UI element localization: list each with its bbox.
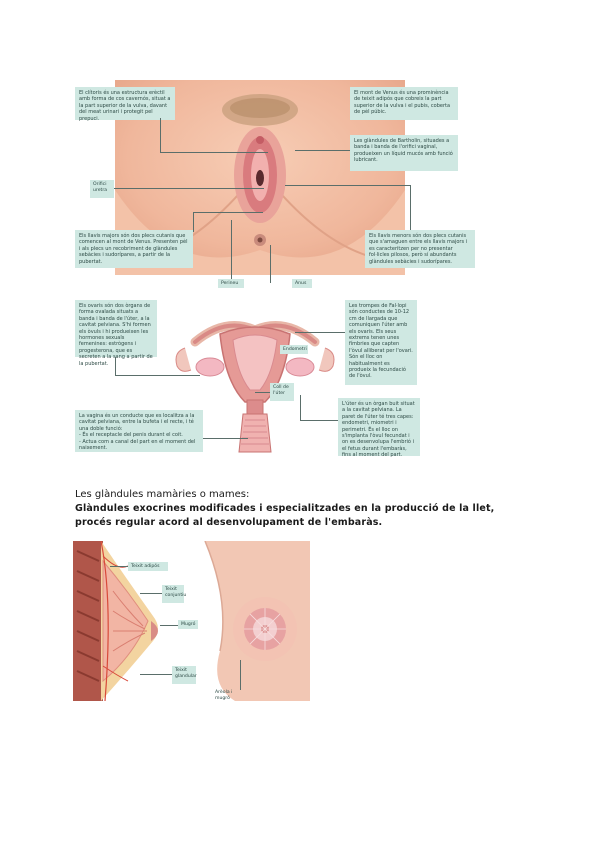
- label-teixit-glandular: [172, 666, 196, 684]
- label-cervix: [270, 383, 294, 401]
- callout-llavis-menors: [365, 230, 475, 268]
- callout-trompes: [345, 300, 417, 385]
- leader-line: [240, 660, 241, 690]
- section-body: Glàndules exocrines modificades i especialitzades en la producció de la llet, procés regular acord al desenvolupament de l'embaràs.: [75, 503, 495, 528]
- leader-line: [255, 392, 270, 393]
- leader-line: [115, 375, 200, 376]
- callout-ovaris-text: Els ovaris són dos òrgans de forma ovalada situats a banda i banda de l'úter, a la cavitat pelviana. S'hi formen els òvuls i hi produeixen les hormones sexuals femenines: estrògens i progesterona, que es secreten a la sang a partir de la pubertat.: [79, 303, 153, 367]
- leader-line: [410, 185, 411, 230]
- leader-line: [300, 420, 338, 421]
- label-teixit-glandular-text: Teixit glandular: [175, 668, 197, 679]
- callout-uter: [338, 398, 420, 459]
- callout-uter-text: L'úter és un òrgan buit situat a la cavitat pelviana. La paret de l'úter té tres capes: endometri, miometri i perimetri. És el lloc on s'implanta l'òvul fecundat i on es desenvolupa l'embrió i el fetus durant l'embaràs, fins al moment del part.: [342, 401, 415, 459]
- leader-line: [285, 185, 410, 186]
- label-mugro-text: Mugró: [181, 622, 196, 627]
- label-orifici-uretra-text: Orifici uretra: [93, 182, 108, 193]
- leader-line: [300, 395, 301, 420]
- leader-line: [193, 212, 194, 232]
- callout-vagina-item: - És el receptacle del penis durant el coit.: [79, 432, 183, 439]
- label-teixit-conjuntiu-text: Teixit conjuntiu: [165, 587, 187, 598]
- label-anus-text: Anus: [295, 281, 307, 286]
- callout-llavis-majors: [75, 230, 193, 268]
- leader-line: [295, 150, 350, 151]
- leader-line: [160, 625, 178, 626]
- callout-bartholin-text: Les glàndules de Bartholin, situades a banda i banda de l'orifici vaginal, produeixen un líquid mucós amb funció lubricant.: [354, 138, 453, 164]
- label-mugro: [178, 620, 198, 629]
- leader-line: [115, 357, 116, 375]
- callout-vagina: [75, 410, 203, 452]
- callout-llavis-majors-text: Els llavis majors són dos plecs cutanis que comencen al mont de Venus. Presenten pèl i als plecs un recobriment de glàndules sebàcies i sudorípares, a partir de la pubertat.: [79, 233, 188, 265]
- leader-line: [110, 566, 128, 567]
- leader-line: [114, 188, 264, 189]
- leader-line: [160, 118, 161, 152]
- leader-line: [160, 152, 268, 153]
- breast-external-figure: [200, 541, 310, 701]
- leader-line: [140, 593, 162, 594]
- leader-line: [231, 220, 232, 279]
- callout-ovaris: [75, 300, 157, 367]
- label-perineu: [218, 279, 244, 288]
- label-anus: [292, 279, 312, 288]
- callout-clitoris-text: El clítoris és una estructura erèctil amb forma de cos cavernós, situat a la part superior de la vulva, davant del meat urinari i protegit pel prepuci.: [79, 90, 171, 122]
- callout-mont-venus-text: El mont de Venus és una prominència de teixit adipós que cobreix la part superior de la vulva i el pubis, coberta de pèl púbic.: [354, 90, 451, 116]
- label-orifici-uretra: [90, 180, 114, 198]
- callout-llavis-menors-text: Els llavis menors són dos plecs cutanis que s'amaguen entre els llavis majors i es caracteritzen per no presentar fol·licles pilosos, però sí abundants glàndules sebàcies i sudorípares.: [369, 233, 468, 265]
- callout-vagina-item: - Actua com a canal del part en el moment del naixement.: [79, 438, 196, 452]
- label-cervix-text: Coll de l'úter: [273, 385, 289, 396]
- section-heading: Les glàndules mamàries o mames:: [75, 489, 250, 500]
- label-endometri-text: Endometri: [283, 347, 307, 352]
- callout-clitoris: [75, 87, 175, 120]
- callout-mont-venus: [350, 87, 458, 120]
- leader-line: [140, 674, 172, 675]
- callout-trompes-text: Les trompes de Fal·lopi són conductes de 10-12 cm de llargada que comuniquen l'úter amb els ovaris. Els seus extrems tenen unes fímbries que capten l'òvul alliberat per l'ovari. Són el lloc on habitualment es produeix la fecundació de l'òvul.: [349, 303, 413, 380]
- leader-line: [295, 332, 345, 333]
- callout-vagina-title: La vagina és un conducte que es localitza a la cavitat pelviana, entre la bufeta i el recte, i té una doble funció:: [79, 413, 195, 432]
- label-teixit-adipos-text: Teixit adipós: [131, 564, 160, 569]
- leader-line: [203, 438, 248, 439]
- label-perineu-text: Perineu: [221, 281, 239, 286]
- leader-line: [193, 212, 263, 213]
- leader-line: [270, 245, 271, 283]
- label-endometri: [280, 345, 308, 354]
- label-arees: [212, 688, 242, 704]
- label-teixit-conjuntiu: [162, 585, 187, 603]
- label-arees-text: Arèola i mugró: [215, 690, 233, 701]
- breast-external-illustration: [200, 541, 310, 701]
- label-teixit-adipos: [128, 562, 168, 571]
- callout-bartholin: [350, 135, 458, 171]
